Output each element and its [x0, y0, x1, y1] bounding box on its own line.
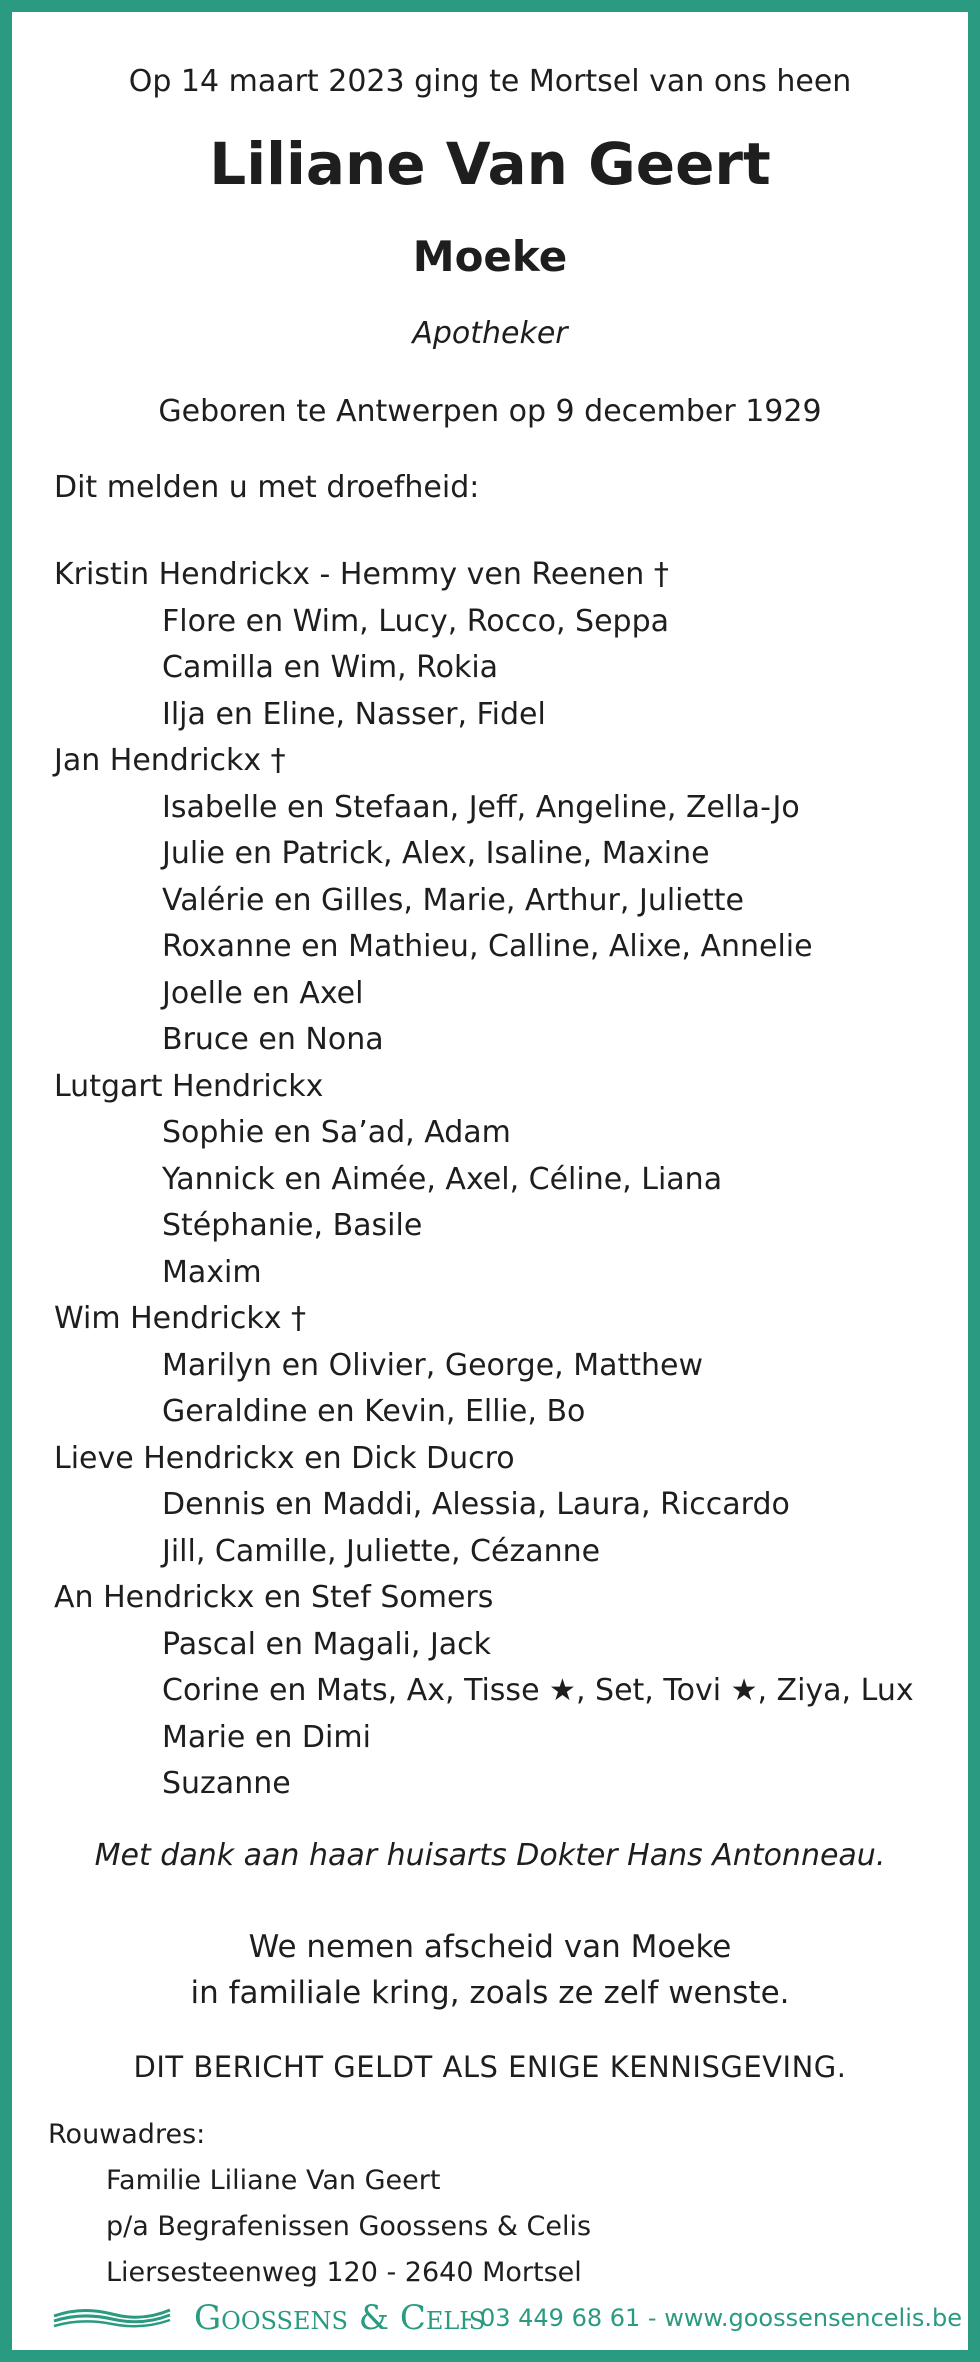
family-list [54, 552, 954, 1808]
mourning-address [48, 2112, 591, 2296]
family-member-line: Maxim [162, 1254, 262, 1290]
family-member-line: Stéphanie, Basile [162, 1208, 423, 1243]
notice-text: DIT BERICHT GELDT ALS ENIGE KENNISGEVING. [133, 2050, 847, 2084]
family-head-line: An Hendrickx en Stef Somers [54, 1580, 494, 1615]
profession: Apotheker [412, 316, 568, 351]
address-line: p/a Begrafenissen Goossens & Celis [106, 2211, 592, 2242]
address-line: Familie Liliane Van Geert [106, 2165, 441, 2196]
family-member-line: Suzanne [162, 1766, 291, 1801]
funeral-home-footer [52, 2296, 962, 2340]
address-label: Rouwadres: [48, 2119, 206, 2150]
family-member-line: Ilja en Eline, Nasser, Fidel [162, 696, 546, 732]
farewell-text [12, 1924, 968, 2016]
family-member-line: Valérie en Gilles, Marie, Arthur, Juliette [162, 882, 744, 918]
thanks-text: Met dank aan haar huisarts Dokter Hans Antonneau. [94, 1838, 886, 1873]
lead-text: Dit melden u met droefheid: [54, 470, 480, 505]
address-line: Liersesteenweg 120 - 2640 Mortsel [106, 2257, 582, 2288]
family-head-line: Wim Hendrickx † [54, 1301, 306, 1336]
family-head-line: Kristin Hendrickx - Hemmy ven Reenen † [54, 557, 669, 592]
family-member-line: Dennis en Maddi, Alessia, Laura, Riccardo [162, 1487, 790, 1522]
family-head-line: Lutgart Hendrickx [54, 1068, 324, 1104]
family-member-line: Julie en Patrick, Alex, Isaline, Maxine [162, 836, 710, 871]
funeral-home-contact: - 03 449 68 61 - www.goossensencelis.be [463, 2304, 962, 2332]
family-member-line: Geraldine en Kevin, Ellie, Bo [162, 1394, 586, 1429]
funeral-home-brand: Goossens & Celis [194, 2298, 486, 2338]
farewell-line-1: We nemen afscheid van Moeke [248, 1929, 732, 1965]
family-member-line: Corine en Mats, Ax, Tisse ★, Set, Tovi ★, Ziya, Lux [162, 1673, 914, 1708]
family-member-line: Camilla en Wim, Rokia [162, 650, 499, 685]
family-member-line: Sophie en Sa’ad, Adam [162, 1115, 511, 1150]
family-member-line: Jill, Camille, Juliette, Cézanne [162, 1533, 601, 1569]
family-member-line: Flore en Wim, Lucy, Rocco, Seppa [162, 603, 670, 639]
intro-text: Op 14 maart 2023 ging te Mortsel van ons heen [128, 64, 852, 99]
family-member-line: Isabelle en Stefaan, Jeff, Angeline, Zella-Jo [162, 789, 800, 825]
deceased-name: Liliane Van Geert [209, 130, 771, 198]
family-member-line: Joelle en Axel [162, 975, 364, 1011]
wave-lines-icon [52, 2302, 172, 2332]
family-member-line: Roxanne en Mathieu, Calline, Alixe, Annelie [162, 929, 813, 964]
nickname: Moeke [412, 232, 568, 281]
family-head-line: Jan Hendrickx † [54, 743, 286, 778]
obituary-card [12, 12, 968, 2350]
family-member-line: Pascal en Magali, Jack [162, 1626, 492, 1662]
family-member-line: Bruce en Nona [162, 1022, 384, 1057]
family-head-line: Lieve Hendrickx en Dick Ducro [54, 1440, 515, 1476]
farewell-line-2: in familiale kring, zoals ze zelf wenste. [190, 1975, 790, 2011]
family-member-line: Yannick en Aimée, Axel, Céline, Liana [162, 1161, 723, 1197]
family-member-line: Marilyn en Olivier, George, Matthew [162, 1347, 704, 1383]
birth-info: Geboren te Antwerpen op 9 december 1929 [158, 394, 822, 429]
family-member-line: Marie en Dimi [162, 1719, 371, 1755]
